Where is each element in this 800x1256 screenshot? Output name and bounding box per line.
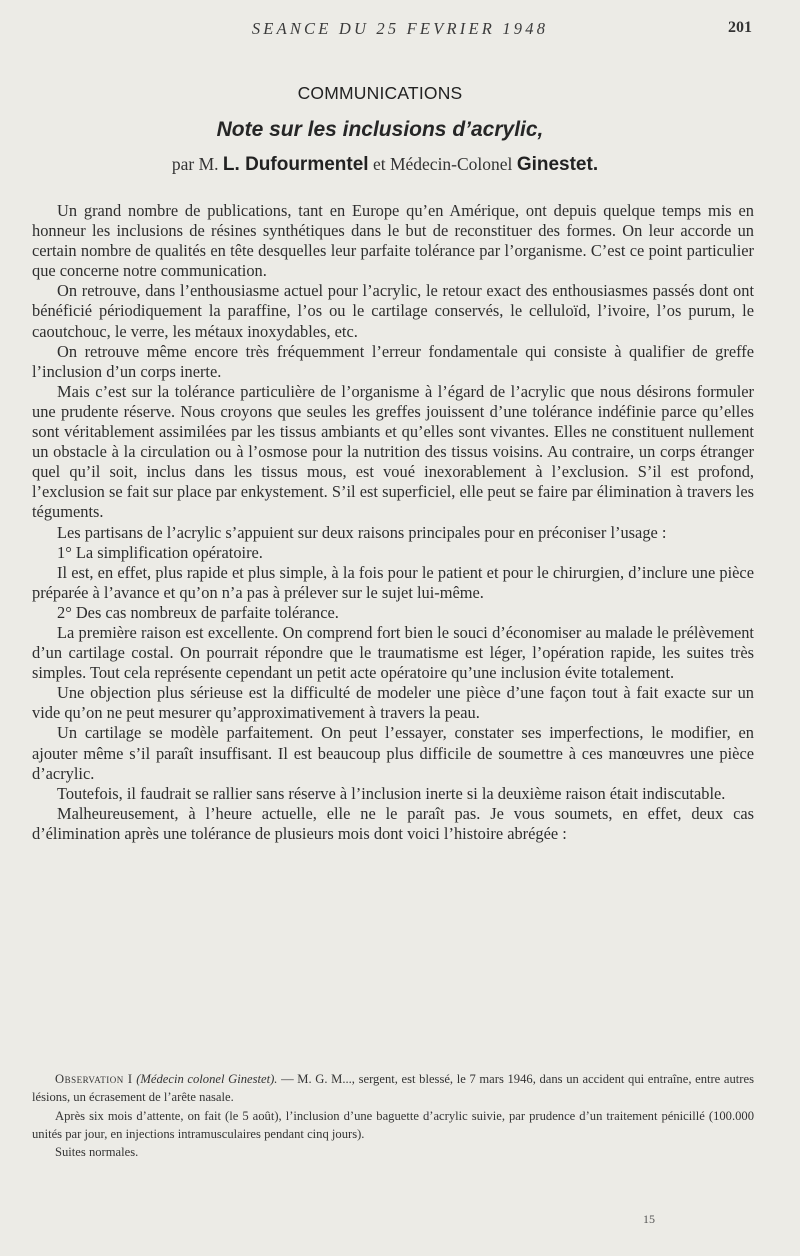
- observation-paragraph: Suites normales.: [55, 1145, 139, 1160]
- paragraph: Une objection plus sérieuse est la difficulté de modeler une pièce d’une façon tout à fait exacte sur un vide qu’on ne peut mesurer qu’approximativement à travers la peau.: [32, 683, 754, 723]
- observation-block: [32, 1070, 754, 1161]
- paragraph: 2° Des cas nombreux de parfaite tolérance.: [57, 602, 339, 622]
- observation-attribution: (Médecin colonel Ginestet).: [136, 1072, 278, 1086]
- paragraph: Les partisans de l’acrylic s’appuient sur deux raisons principales pour en préconiser l’usage :: [57, 522, 667, 542]
- running-head: [0, 16, 800, 46]
- running-head-title: SEANCE DU 25 FEVRIER 1948: [251, 19, 549, 38]
- article-body: [32, 201, 754, 844]
- paragraph: Mais c’est sur la tolérance particulière de l’organisme à l’égard de l’acrylic que nous désirons formuler une prudente réserve. Nous croyons que seules les greffes jouissent d’une tolérance indéfinie parce qu’elles sont véritablement assimilées par les tissus ambiants et qu’elles sont vivantes. Elles ne constituent nullement un obstacle à la circulation ou à l’osmose pour la nutrition des tissus voisins. Au contraire, un corps étranger quel qu’il soit, inclus dans les tissus mous, est voué inexorablement à l’exclusion. S’il est profond, l’exclusion se fait sur place par enkystement. S’il est superficiel, elle peut se faire par élimination à travers les téguments.: [32, 381, 754, 522]
- note-title: Note sur les inclusions d’acrylic,: [216, 118, 544, 141]
- observation-text: — M. G. M..., sergent, est blessé, le 7 mars 1946, dans un accident qui entraîne, entre autres lésions, un écrasement de l’arête nasale.: [32, 1072, 754, 1105]
- author-2: Ginestet.: [516, 154, 599, 175]
- paragraph: Un grand nombre de publications, tant en Europe qu’en Amérique, ont depuis quelque temps mis en honneur les inclusions de résines synthétiques dans le but de reconstituer des formes. On leur accorde un certain nombre de qualités en tête desquelles leur parfaite tolérance par l’organisme. C’est ce point particulier que concerne notre communication.: [32, 201, 754, 281]
- paragraph: Un cartilage se modèle parfaitement. On peut l’essayer, constater ses imperfections, le modifier, en ajouter même s’il paraît insuffisant. Il est beaucoup plus difficile de soumettre à ces manœuvres une pièce d’acrylic.: [32, 723, 754, 783]
- observation-paragraph: Après six mois d’attente, on fait (le 5 août), l’inclusion d’une baguette d’acrylic suivie, par prudence d’un traitement pénicillé (100.000 unités par jour, en injections intramusculaires pendant cinq jours).: [32, 1108, 754, 1141]
- observation-paragraph: [32, 1070, 754, 1107]
- section-heading: COMMUNICATIONS: [297, 83, 463, 103]
- paragraph: Toutefois, il faudrait se rallier sans réserve à l’inclusion inerte si la deuxième raison était indiscutable.: [57, 783, 726, 803]
- author-1: L. Dufourmentel: [222, 154, 369, 175]
- paragraph: 1° La simplification opératoire.: [57, 542, 263, 562]
- byline-par: par M.: [171, 154, 219, 174]
- page-number: 201: [728, 19, 752, 36]
- paragraph: Malheureusement, à l’heure actuelle, elle ne le paraît pas. Je vous soumets, en effet, deux cas d’élimination après une tolérance de plusieurs mois dont voici l’histoire abrégée :: [32, 803, 754, 843]
- byline: [0, 154, 770, 176]
- paragraph: La première raison est excellente. On comprend fort bien le souci d’économiser au malade le prélèvement d’un cartilage costal. On pourrait répondre que le traumatisme est léger, l’opération rapide, les suites très simples. Tout cela représente cependant un petit acte opératoire qu’une inclusion évite totalement.: [32, 622, 754, 683]
- paragraph: Il est, en effet, plus rapide et plus simple, à la fois pour le patient et pour le chirurgien, d’inclure une pièce préparée à l’avance et qu’on n’a pas à prélever sur le sujet lui-même.: [32, 562, 754, 602]
- byline-et: et Médecin-Colonel: [372, 154, 513, 174]
- folio: 15: [643, 1212, 655, 1226]
- paragraph: On retrouve, dans l’enthousiasme actuel pour l’acrylic, le retour exact des enthousiasmes passés dont ont bénéficié périodiquement la paraffine, l’os ou le cartilage conservés, le celluloïd, l’ivoire, l’os purum, le caoutchouc, le verre, les métaux inoxydables, etc.: [32, 281, 754, 341]
- observation-label: Observation I: [55, 1072, 133, 1086]
- paragraph: On retrouve même encore très fréquemment l’erreur fondamentale qui consiste à qualifier de greffe l’inclusion d’un corps inerte.: [32, 341, 754, 381]
